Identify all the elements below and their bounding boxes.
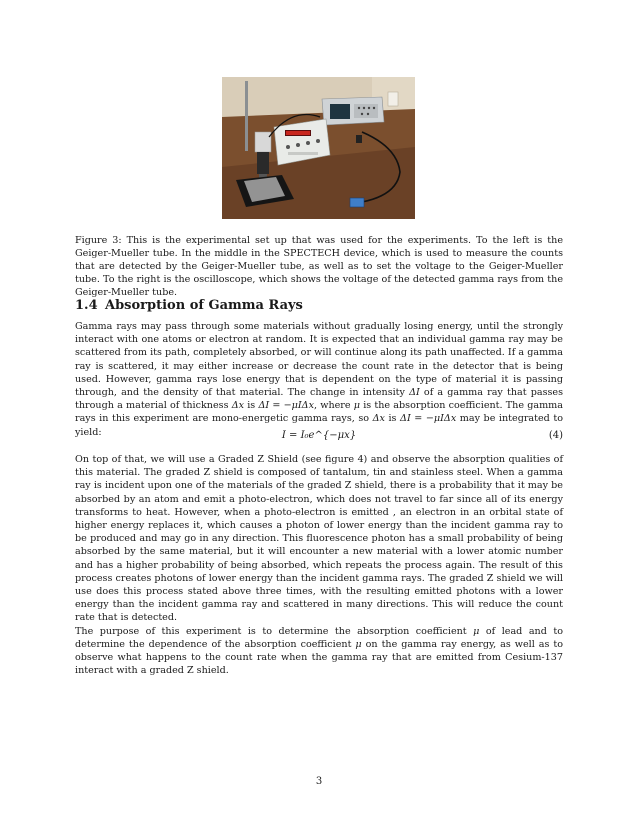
p1-delta-x-2: Δx: [372, 413, 385, 425]
p1-text-f: is: [384, 413, 401, 425]
page-number: 3: [315, 776, 323, 787]
section-heading: [75, 298, 563, 313]
p1-mu: μ: [353, 400, 361, 412]
p1-delta-i: ΔI: [409, 387, 420, 399]
equation-4: [75, 430, 563, 444]
experiment-setup-photo: [222, 77, 415, 219]
equation-number: (4): [548, 430, 563, 441]
p1-text-e: is the absorption coefficient. The gamma rays in this experiment are mono-energetic gamma rays, so: [75, 400, 563, 425]
p1-relation-2: ΔI = −μIΔx: [400, 413, 457, 425]
section-title: Absorption of Gamma Rays: [105, 298, 303, 313]
p3-mu: μ: [473, 625, 480, 637]
p3-text-a: The purpose of this experiment is to determine the absorption coefficient: [75, 625, 474, 637]
p1-text-a: Gamma rays may pass through some materials without gradually losing energy, until the strongly interact with one atoms or electron at random. It is expected that an individual gamma ray may be scattered from its path, completely absorbed, or will continue along its path unaffected. If a gamma ray is scattered, it may either increase or decrease the count rate in the detector that is being used. However, gamma rays lose energy that is dependent on the type of material it is passing through, and the density of that material. The change in intensity: [75, 321, 563, 399]
p3-text-b: of lead and to determine the dependence of the absorption coefficient: [75, 625, 563, 650]
p1-text-c: is: [244, 400, 259, 412]
p1-text-b: of a gamma ray that passes through a material of thickness: [75, 387, 564, 412]
body-paragraph-1: [75, 320, 563, 439]
figure-caption: Figure 3: This is the experimental set up that was used for the experiments. To the left is the Geiger-Mueller tube. In the middle in the SPECTECH device, which is used to measure the counts that are detected by the Geiger-Mueller tube, as well as to set the voltage to the Geiger-Mueller tube. To the right is the oscilloscope, which shows the voltage of the detected gamma rays from the Geiger-Mueller tube.: [75, 234, 563, 299]
p1-text-g: may be integrated to yield:: [75, 413, 563, 438]
section-number: 1.4: [75, 298, 98, 313]
p3-mu-2: μ: [355, 638, 362, 650]
p1-delta-x: Δx: [231, 400, 245, 412]
p1-relation-1: ΔI = −μIΔx: [258, 400, 314, 412]
body-paragraphs-2-3: [75, 453, 563, 677]
p3-text-c: on the gamma ray energy, as well as to observe what happens to the count rate when the gamma ray that are emitted from Cesium-137 interact with a graded Z shield.: [75, 638, 563, 677]
p1-text-d: , where: [313, 400, 354, 412]
equation-formula: I = I₀e^{−μx}: [281, 430, 357, 441]
p2-text: On top of that, we will use a Graded Z Shield (see figure 4) and observe the absorption qualities of this material. The graded Z shield is composed of tantalum, tin and stainless steel. When a gamma ray is incident upon one of the materials of the graded Z shield, there is a probability that it may be absorbed by an atom and emit a photo-electron, which does not travel to far since all of its energy transforms to heat. However, when a photo-electron is emitted , an electron in an orbital state of higher energy replaces it, which causes a photon of lower energy than the incident gamma ray to be produced and may go in any direction. This fluorescence photon has a small probability of being absorbed by the same material, but it will encounter a new material with a lower atomic number and has a higher probability of being absorbed, which repeats the process again. The result of this process creates photons of lower energy than the incident gamma rays. The graded Z shield we will use does this process stated above three times, with the resulting emitted photons with a lower energy than the incident gamma ray and scattered in many directions. This will reduce the count rate that is detected.: [75, 454, 563, 624]
